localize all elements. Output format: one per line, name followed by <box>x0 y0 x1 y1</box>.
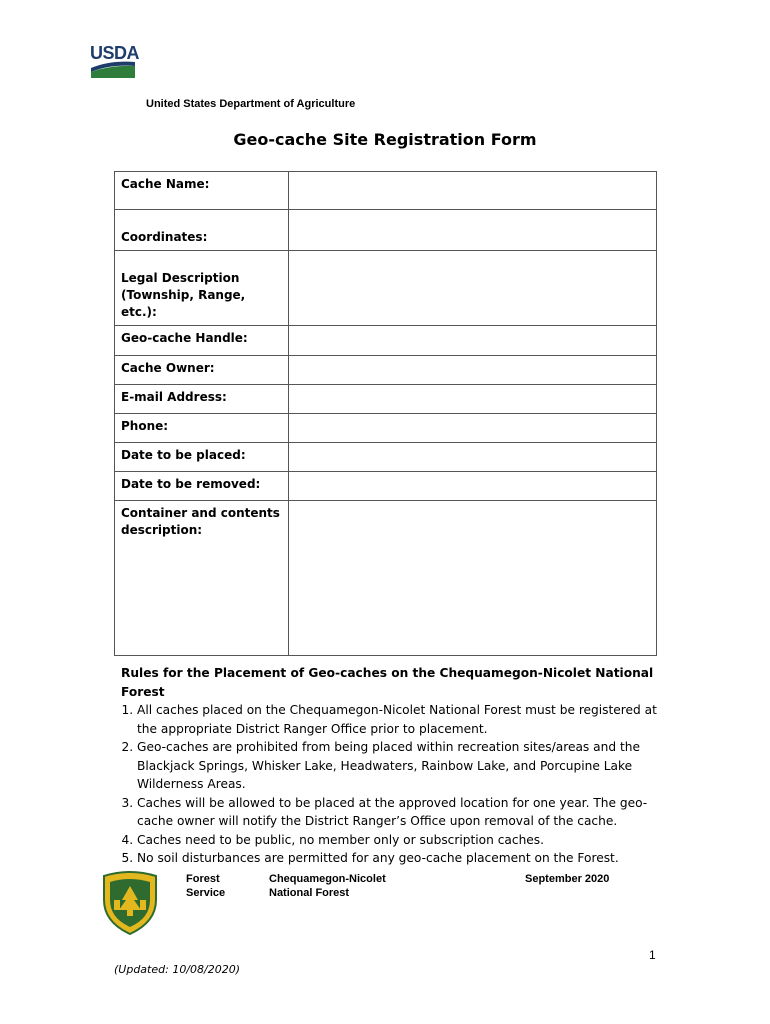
rules-list <box>113 701 663 868</box>
rule-item: 2. Geo-caches are prohibited from being placed within recreation sites/areas and the Blackjack Springs, Whisker Lake, Headwaters, Rainbow Lake, and Porcupine Lake Wilderness Areas. <box>137 738 663 794</box>
field-input-phone[interactable] <box>289 414 657 443</box>
page-title: Geo-cache Site Registration Form <box>233 130 537 149</box>
form-row-container-description <box>115 501 657 656</box>
field-input-legal-description[interactable] <box>289 251 657 326</box>
field-label-date-removed: Date to be removed: <box>115 472 289 501</box>
form-row-geocache-handle <box>115 326 657 356</box>
field-input-date-removed[interactable] <box>289 472 657 501</box>
field-input-date-placed[interactable] <box>289 443 657 472</box>
footer-agency <box>186 872 225 900</box>
field-label-coordinates: Coordinates: <box>115 210 289 251</box>
form-row-email <box>115 385 657 414</box>
footer-date: September 2020 <box>525 873 610 885</box>
form-row-date-placed <box>115 443 657 472</box>
page-number: 1 <box>649 948 656 962</box>
form-row-legal-description <box>115 251 657 326</box>
field-input-email[interactable] <box>289 385 657 414</box>
field-label-container-description: Container and contents description: <box>115 501 289 656</box>
field-label-phone: Phone: <box>115 414 289 443</box>
department-name: United States Department of Agriculture <box>146 98 356 110</box>
field-label-email: E-mail Address: <box>115 385 289 414</box>
field-label-legal-description: Legal Description (Township, Range, etc.): <box>115 251 289 326</box>
field-input-coordinates[interactable] <box>289 210 657 251</box>
usda-logo-text: USDA <box>90 43 140 63</box>
field-input-geocache-handle[interactable] <box>289 326 657 356</box>
rule-item: 3. Caches will be allowed to be placed at the approved location for one year. The geo-cache owner will notify the District Ranger’s Office upon removal of the cache. <box>137 794 663 831</box>
footer-unit-line2: National Forest <box>269 887 350 899</box>
form-row-phone <box>115 414 657 443</box>
rule-item: 1. All caches placed on the Chequamegon-Nicolet National Forest must be registered at the appropriate District Ranger Office prior to placement. <box>137 701 663 738</box>
field-input-container-description[interactable] <box>289 501 657 656</box>
footer-unit-line1: Chequamegon-Nicolet <box>269 873 386 885</box>
rule-item: 5. No soil disturbances are permitted for any geo-cache placement on the Forest. <box>137 849 663 868</box>
rules-section <box>113 664 663 868</box>
form-row-cache-name <box>115 172 657 210</box>
field-label-cache-name: Cache Name: <box>115 172 289 210</box>
field-label-cache-owner: Cache Owner: <box>115 356 289 385</box>
field-input-cache-name[interactable] <box>289 172 657 210</box>
registration-form-table <box>114 171 657 656</box>
footer-agency-line1: Forest <box>186 873 220 885</box>
field-label-geocache-handle: Geo-cache Handle: <box>115 326 289 356</box>
rules-title: Rules for the Placement of Geo-caches on the Chequamegon-Nicolet National Forest <box>121 666 654 699</box>
footer-unit <box>269 872 386 900</box>
rule-item: 4. Caches need to be public, no member only or subscription caches. <box>137 831 663 850</box>
form-row-coordinates <box>115 210 657 251</box>
forest-service-shield-icon <box>100 870 160 936</box>
form-row-date-removed <box>115 472 657 501</box>
footer-agency-line2: Service <box>186 887 226 899</box>
field-input-cache-owner[interactable] <box>289 356 657 385</box>
form-row-cache-owner <box>115 356 657 385</box>
updated-note: (Updated: 10/08/2020) <box>114 963 241 976</box>
usda-logo <box>90 43 140 80</box>
field-label-date-placed: Date to be placed: <box>115 443 289 472</box>
